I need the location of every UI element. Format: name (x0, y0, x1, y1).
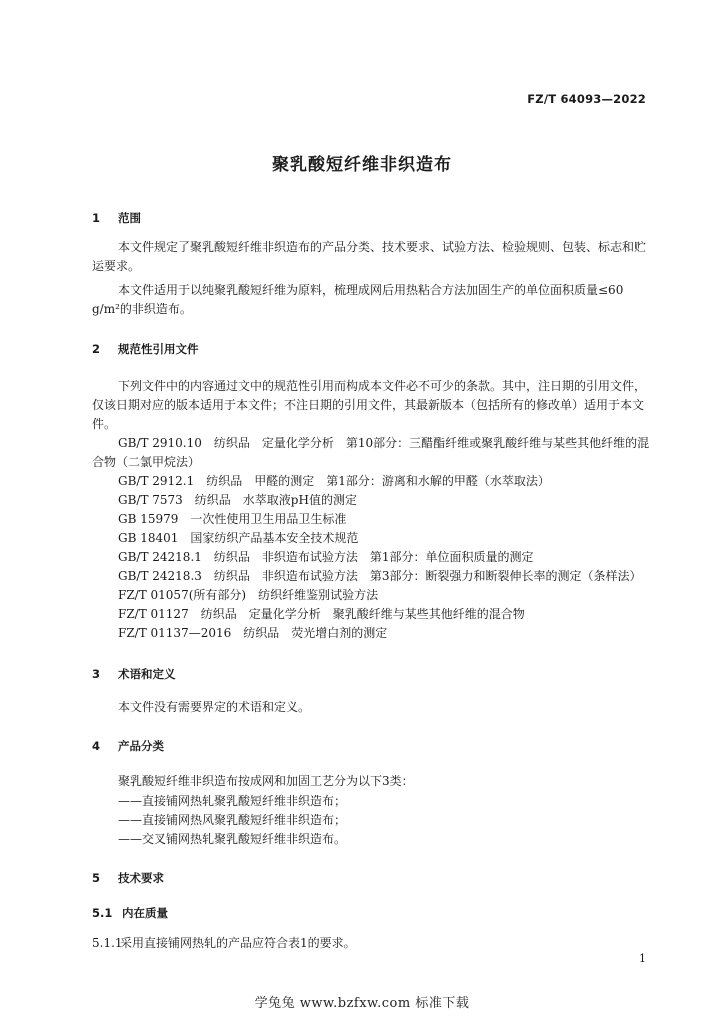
classification-item: ——直接铺网热风聚乳酸短纤维非织造布； (118, 813, 347, 827)
reference-item: GB 15979 一次性使用卫生用品卫生标准 (118, 512, 347, 526)
section-title: 技术要求 (118, 871, 164, 885)
clause-number: 5.1.1 (92, 936, 123, 950)
section-number: 5 (92, 871, 101, 885)
reference-item: GB/T 2910.10 纺织品 定量化学分析 第10部分：三醋酯纤维或聚乳酸纤维与某些其他纤维的混合物（二氯甲烷法） (92, 436, 650, 469)
section-title: 规范性引用文件 (118, 342, 199, 356)
classification-item: ——交叉铺网热轧聚乳酸短纤维非织造布。 (118, 832, 347, 846)
section-number: 4 (92, 739, 101, 753)
section-2-heading (92, 341, 199, 357)
section-title: 术语和定义 (118, 667, 176, 681)
section-number: 1 (92, 211, 101, 225)
reference-item: GB/T 24218.3 纺织品 非织造布试验方法 第3部分：断裂强力和断裂伸长率的测定（条样法） (118, 569, 642, 583)
section-1-heading (92, 210, 141, 226)
classification-intro: 聚乳酸短纤维非织造布按成网和加固工艺分为以下3类： (118, 774, 414, 788)
section-5-heading (92, 870, 164, 886)
reference-item: FZ/T 01127 纺织品 定量化学分析 聚乳酸纤维与某些其他纤维的混合物 (118, 607, 525, 621)
section-number: 3 (92, 667, 101, 681)
reference-item: FZ/T 01057(所有部分) 纺织纤维鉴别试验方法 (118, 588, 379, 602)
reference-item: GB 18401 国家纺织产品基本安全技术规范 (118, 531, 359, 545)
classification-item: ——直接铺网热轧聚乳酸短纤维非织造布； (118, 794, 347, 808)
clause-text: 采用直接铺网热轧的产品应符合表1的要求。 (120, 936, 356, 950)
scope-paragraph-1: 本文件规定了聚乳酸短纤维非织造布的产品分类、技术要求、试验方法、检验规则、包装、标志和贮运要求。 (92, 240, 647, 273)
subsection-5-1-heading (92, 905, 168, 921)
reference-item: FZ/T 01137—2016 纺织品 荧光增白剂的测定 (118, 626, 388, 640)
section-number: 2 (92, 342, 101, 356)
section-title: 范围 (118, 211, 141, 225)
document-title: 聚乳酸短纤维非织造布 (272, 155, 452, 175)
footer-watermark: 学兔兔 www.bzfxw.com 标准下载 (254, 996, 470, 1011)
references-intro: 下列文件中的内容通过文中的规范性引用而构成本文件必不可少的条款。其中，注日期的引用文件，仅该日期对应的版本适用于本文件；不注日期的引用文件，其最新版本（包括所有的修改单）适用于本文件。 (92, 379, 647, 431)
terms-paragraph: 本文件没有需要界定的术语和定义。 (118, 700, 311, 714)
section-4-heading (92, 738, 164, 754)
section-title: 产品分类 (118, 739, 164, 753)
clause-5-1-1 (92, 934, 356, 951)
subsection-title: 内在质量 (122, 906, 168, 920)
reference-item: GB/T 24218.1 纺织品 非织造布试验方法 第1部分：单位面积质量的测定 (118, 550, 534, 564)
reference-item: GB/T 2912.1 纺织品 甲醛的测定 第1部分：游离和水解的甲醛（水萃取法） (118, 474, 550, 488)
standard-number: FZ/T 64093—2022 (527, 92, 646, 106)
subsection-number: 5.1 (92, 906, 113, 920)
scope-paragraph-2: 本文件适用于以纯聚乳酸短纤维为原料，梳理成网后用热粘合方法加固生产的单位面积质量≤60 g/m²的非织造布。 (92, 283, 624, 316)
page-number: 1 (639, 952, 646, 965)
reference-item: GB/T 7573 纺织品 水萃取液pH值的测定 (118, 493, 357, 507)
section-3-heading (92, 666, 176, 682)
